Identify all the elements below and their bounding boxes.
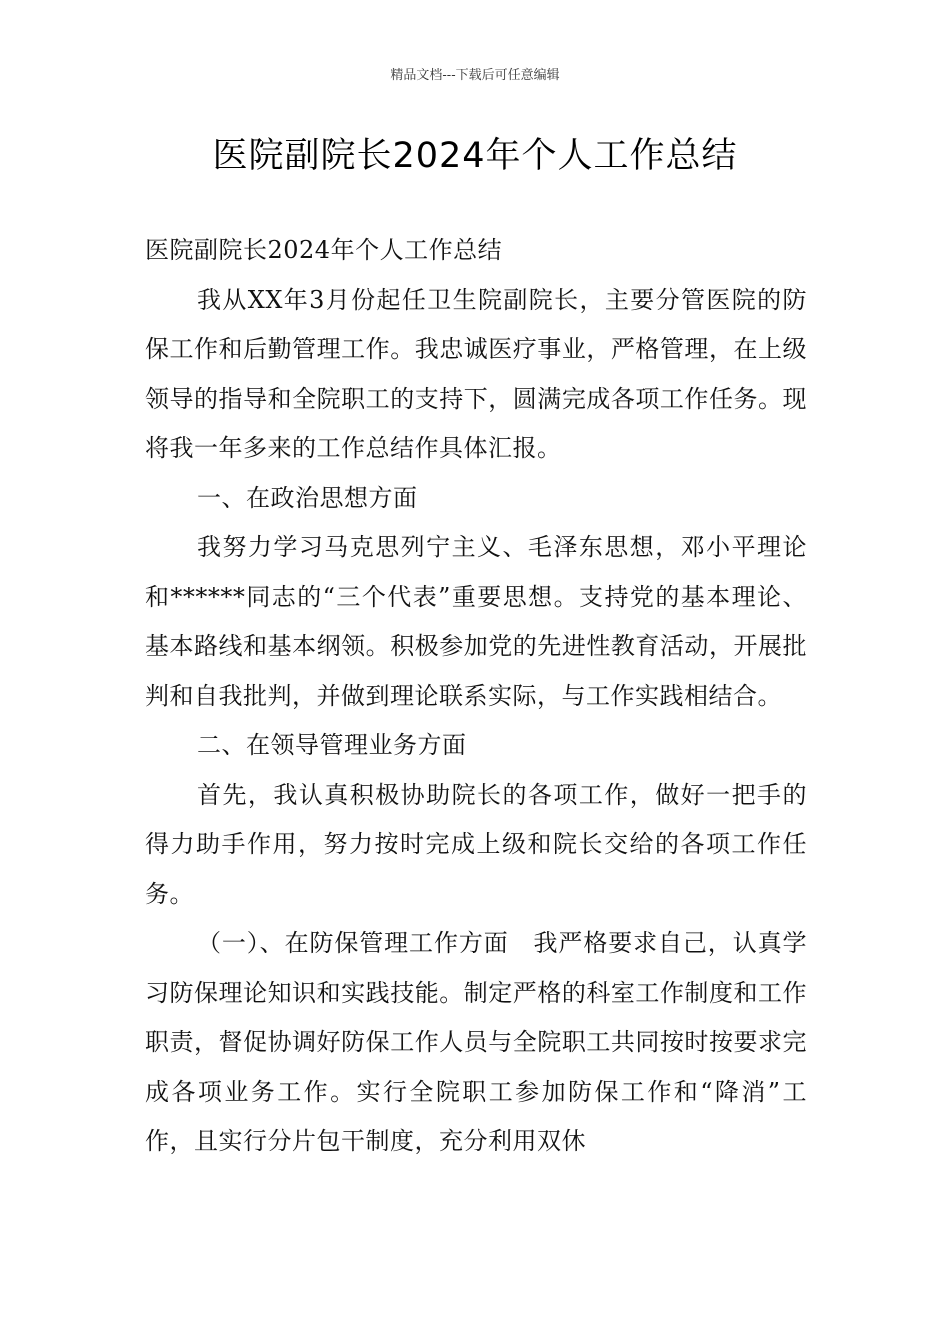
body-paragraph: 我努力学习马克思列宁主义、毛泽东思想，邓小平理论和******同志的“三个代表”重要思想。支持党的基本理论、基本路线和基本纲领。积极参加党的先进性教育活动，开展批判和自我批判，并做到理论联系实际，与工作实践相结合。 bbox=[145, 533, 807, 710]
body-paragraph: （一）、在防保管理工作方面 我严格要求自己，认真学习防保理论知识和实践技能。制定严格的科室工作制度和工作职责，督促协调好防保工作人员与全院职工共同按时按要求完成各项业务工作。实行全院职工参加防保工作和“降消”工作，且实行分片包干制度，充分利用双休 bbox=[145, 929, 807, 1155]
document-title: 医院副院长2024年个人工作总结 bbox=[212, 136, 738, 176]
body-paragraph: 首先，我认真积极协助院长的各项工作，做好一把手的得力助手作用，努力按时完成上级和院长交给的各项工作任务。 bbox=[145, 780, 807, 908]
body-paragraph-subtitle: 医院副院长2024年个人工作总结 bbox=[145, 236, 503, 264]
section-heading: 一、在政治思想方面 bbox=[197, 483, 418, 512]
document-body bbox=[145, 226, 807, 1167]
header-note: 精品文档---下载后可任意编辑 bbox=[390, 68, 560, 83]
section-heading: 二、在领导管理业务方面 bbox=[197, 731, 467, 759]
body-paragraph: 我从XX年3月份起任卫生院副院长，主要分管医院的防保工作和后勤管理工作。我忠诚医疗事业，严格管理，在上级领导的指导和全院职工的支持下，圆满完成各项工作任务。现将我一年多来的工作总结作具体汇报。 bbox=[145, 285, 807, 462]
